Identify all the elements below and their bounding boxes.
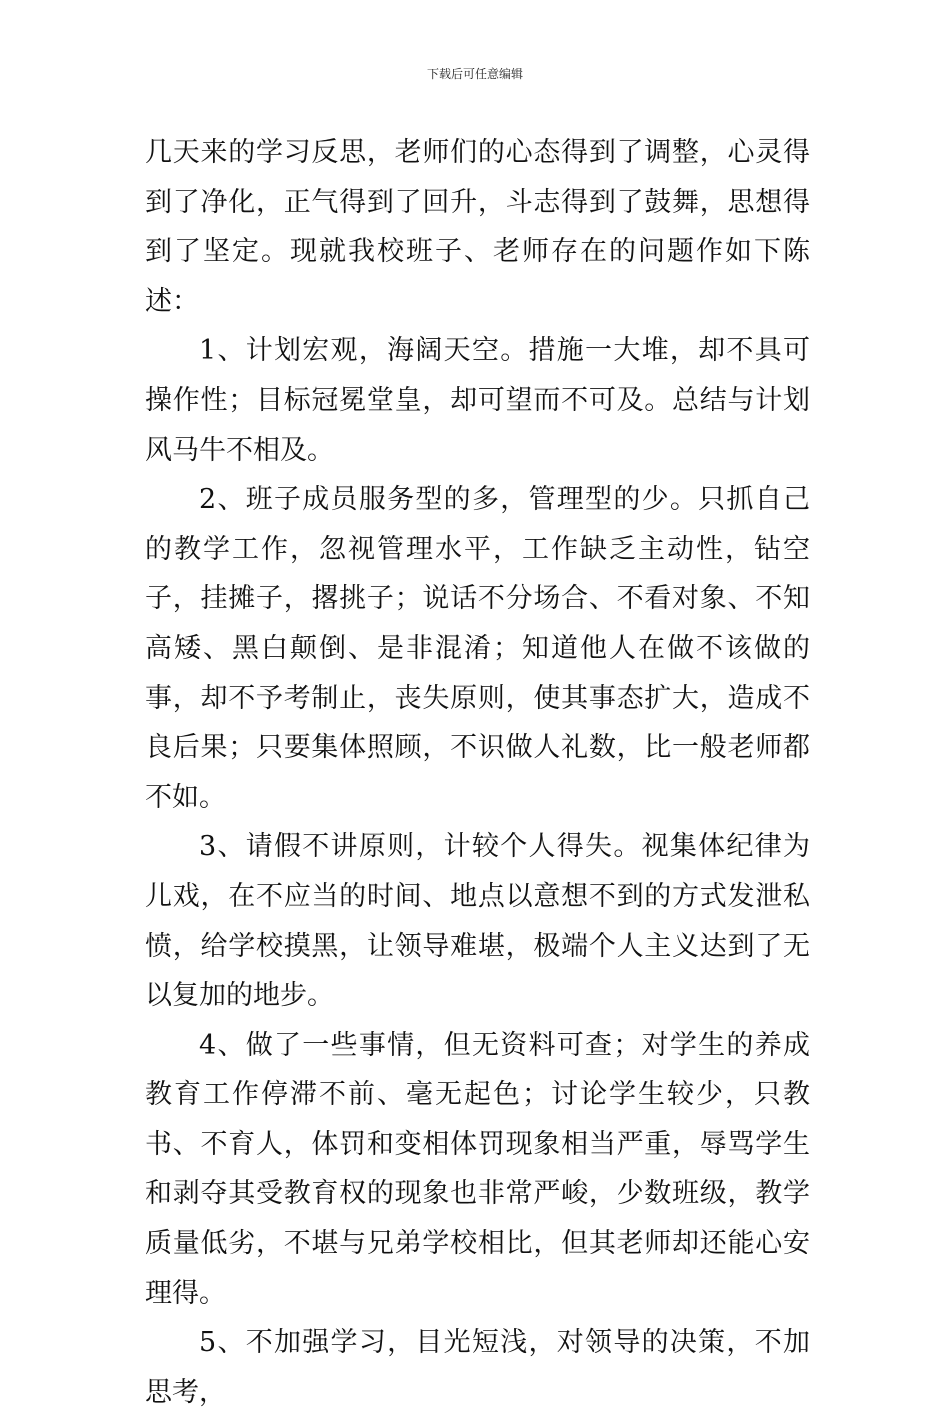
paragraph-intro: 几天来的学习反思，老师们的心态得到了调整，心灵得到了净化，正气得到了回升，斗志得到了鼓舞，思想得到了坚定。现就我校班子、老师存在的问题作如下陈述： <box>145 137 810 317</box>
page-header-note: 下载后可任意编辑 <box>426 67 523 81</box>
paragraph-item-4: 4、做了一些事情，但无资料可查；对学生的养成教育工作停滞不前、毫无起色；讨论学生较少，只教书、不育人，体罚和变相体罚现象相当严重，辱骂学生和剥夺其受教育权的现象也非常严峻，少数班级，教学质量低劣，不堪与兄弟学校相比，但其老师却还能心安理得。 <box>145 1029 810 1309</box>
paragraph-item-1: 1、计划宏观，海阔天空。措施一大堆，却不具可操作性；目标冠冕堂皇，却可望而不可及。总结与计划风马牛不相及。 <box>145 335 810 466</box>
paragraph-item-5: 5、不加强学习，目光短浅，对领导的决策，不加思考， <box>145 1327 810 1408</box>
paragraph-item-3: 3、请假不讲原则，计较个人得失。视集体纪律为儿戏，在不应当的时间、地点以意想不到的方式发泄私愤，给学校摸黑，让领导难堪，极端个人主义达到了无以复加的地步。 <box>145 831 810 1012</box>
document-body <box>145 128 810 1417</box>
paragraph-item-2: 2、班子成员服务型的多，管理型的少。只抓自己的教学工作，忽视管理水平，工作缺乏主动性，钻空子，挂摊子，撂挑子；说话不分场合、不看对象、不知高矮、黑白颠倒、是非混淆；知道他人在做不该做的事，却不予考制止，丧失原则，使其事态扩大，造成不良后果；只要集体照顾，不识做人礼数，比一般老师都不如。 <box>145 484 810 813</box>
